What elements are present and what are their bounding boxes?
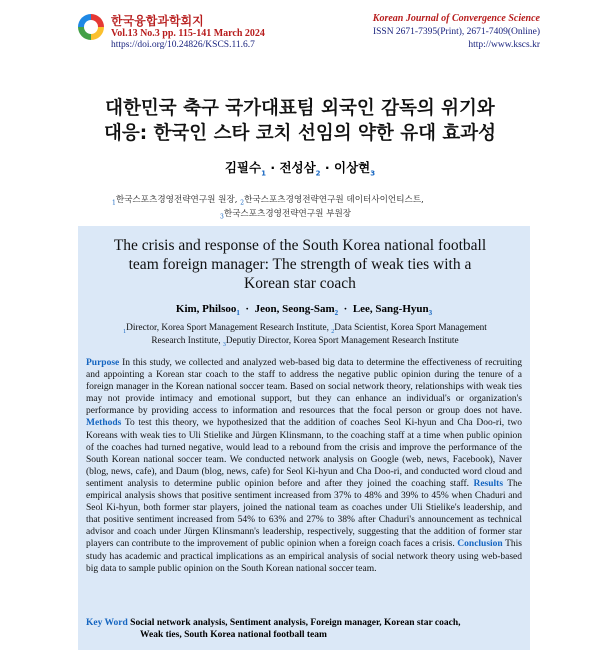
author-name: Jeon, Seong-Sam <box>254 303 335 315</box>
aff-text: Deputiy Director, Korea Sport Management Research Institute <box>225 336 459 346</box>
aff-text: 한국스포츠경영전략연구원 데이터사이언티스트, <box>244 195 424 205</box>
author-sup: 3 <box>428 309 433 318</box>
purpose-text: In this study, we collected and analyzed web-based big data to determine the effectiveness of recruiting and appointing a Korean star coach to the staff to address the negative public opinion during the tenure of a foreign manager in the Korean national soccer team. Based on social network theory, relationships with weak ties may not provide intimacy and emotional support, but they can enhance an individual's or organization's performance by providing access to information and resources that the focal person or group does not have. <box>86 358 522 417</box>
keywords <box>86 617 522 641</box>
author-sup: 2 <box>334 309 339 318</box>
korean-affiliation-line-2 <box>220 207 351 221</box>
abstract-body <box>86 357 522 575</box>
aff-sup: 1 <box>123 328 127 335</box>
aff-sup: 1 <box>112 199 116 207</box>
aff-sup: 3 <box>220 213 224 221</box>
aff-text: Data Scientist, Korea Sport Management <box>334 323 487 333</box>
doi-link[interactable]: https://doi.org/10.24826/KSCS.11.6.7 <box>111 40 255 50</box>
conclusion-text: This study has academic and practical implications as an empirical analysis of social network theory using web-based big data to sample public opinion on the South Korean national soccer team. <box>86 539 523 574</box>
methods-label: Methods <box>86 418 122 429</box>
purpose-label: Purpose <box>86 358 120 368</box>
korean-title-line-1: 대한민국 축구 국가대표팀 외국인 감독의 위기와 <box>105 98 495 119</box>
author-sup: 2 <box>315 169 321 178</box>
author-name: Lee, Sang-Hyun <box>352 303 429 315</box>
english-title-line-2: team foreign manager: The strength of weak ties with a <box>128 256 472 273</box>
author-sup: 3 <box>370 169 376 178</box>
author-separator: · <box>324 160 330 175</box>
korean-title-line-2: 대응: 한국인 스타 코치 선임의 약한 유대 효과성 <box>103 123 497 144</box>
volume-info: Vol.13 No.3 pp. 115-141 March 2024 <box>111 28 265 39</box>
conclusion-label: Conclusion <box>457 539 503 550</box>
keywords-line-1: Social network analysis, Sentiment analysis, Foreign manager, Korean star coach, <box>130 618 461 628</box>
keywords-line-2: Weak ties, South Korea national football team <box>140 630 327 641</box>
english-affiliation-line-2 <box>90 336 520 348</box>
aff-text: Director, Korea Sport Management Research Institute, <box>126 323 332 333</box>
issn: ISSN 2671-7395(Print), 2671-7409(Online) <box>372 27 540 37</box>
results-label: Results <box>473 478 504 489</box>
journal-header <box>0 0 600 60</box>
journal-title: Korean Journal of Convergence Science <box>372 13 540 24</box>
author-name: 전성삼 <box>279 160 316 175</box>
english-authors: Kim, Philsoo$_1$ · Jeon, Seong-Sam$_2$ · Lee, Sang-Hyun$_3$ <box>175 303 433 318</box>
keyword-label: Key Word <box>86 618 128 628</box>
english-affiliation-line-1 <box>90 323 520 335</box>
society-name: 한국융합과학회지 <box>111 14 204 28</box>
author-separator: · <box>270 160 276 175</box>
aff-text: 한국스포츠경영전략연구원 원장, <box>115 195 241 205</box>
author-name: 이상현 <box>334 160 371 175</box>
journal-url-link[interactable]: http://www.kscs.kr <box>468 40 540 50</box>
aff-text: 한국스포츠경영전략연구원 부원장 <box>223 209 352 219</box>
aff-text: Research Institute, <box>151 336 223 346</box>
english-title-line-3: Korean star coach <box>244 275 356 292</box>
author-name: Kim, Philsoo <box>175 303 237 315</box>
english-title-line-1: The crisis and response of the South Korea national football <box>113 237 487 254</box>
aff-sup: 2 <box>331 328 335 335</box>
author-sup: 1 <box>236 309 240 318</box>
korean-affiliation-line-1 <box>112 193 424 207</box>
aff-sup: 3 <box>222 341 226 348</box>
author-sup: 1 <box>261 169 266 178</box>
aff-sup: 2 <box>240 199 245 207</box>
results-text: The empirical analysis shows that positive sentiment increased from 37% to 48% and 39% to 45% when Chaduri and Seol Ki-hyun, both former star players, joined the national team as coaches under Uli Stielike's leadership, and that positive sentiment increased from 54% to 63% and 27% to 38% after Chaduri's announcement as technical advisor and coach under Jürgen Klinsmann's leadership, respectively, suggesting that the addition of former star players can contribute to the improvement of public opinion when a foreign coach faces a crisis. <box>86 478 522 550</box>
society-logo-icon <box>78 14 104 40</box>
author-name: 김필수 <box>224 160 262 175</box>
korean-authors <box>0 158 600 178</box>
methods-text: To test this theory, we hypothesized that the addition of coaches Seol Ki-hyun and Cha Doo-ri, two Koreans with weak ties to Uli Stielike and Jürgen Klinsmann, to the coaching staff at a time when public opinion of the coaches had turned negative, would lead to a rebound from the crisis and improve the performance of the South Korean national soccer team. We conducted network analysis on Google (web, news, Facebook), Naver (blog, news, cafe), and Daum (blog, news, cafe) for Seol Ki-hyun and Cha Doo-ri, and conducted word cloud and sentiment analysis to determine public opinion before and after they joined the coaching staff. <box>86 418 522 489</box>
